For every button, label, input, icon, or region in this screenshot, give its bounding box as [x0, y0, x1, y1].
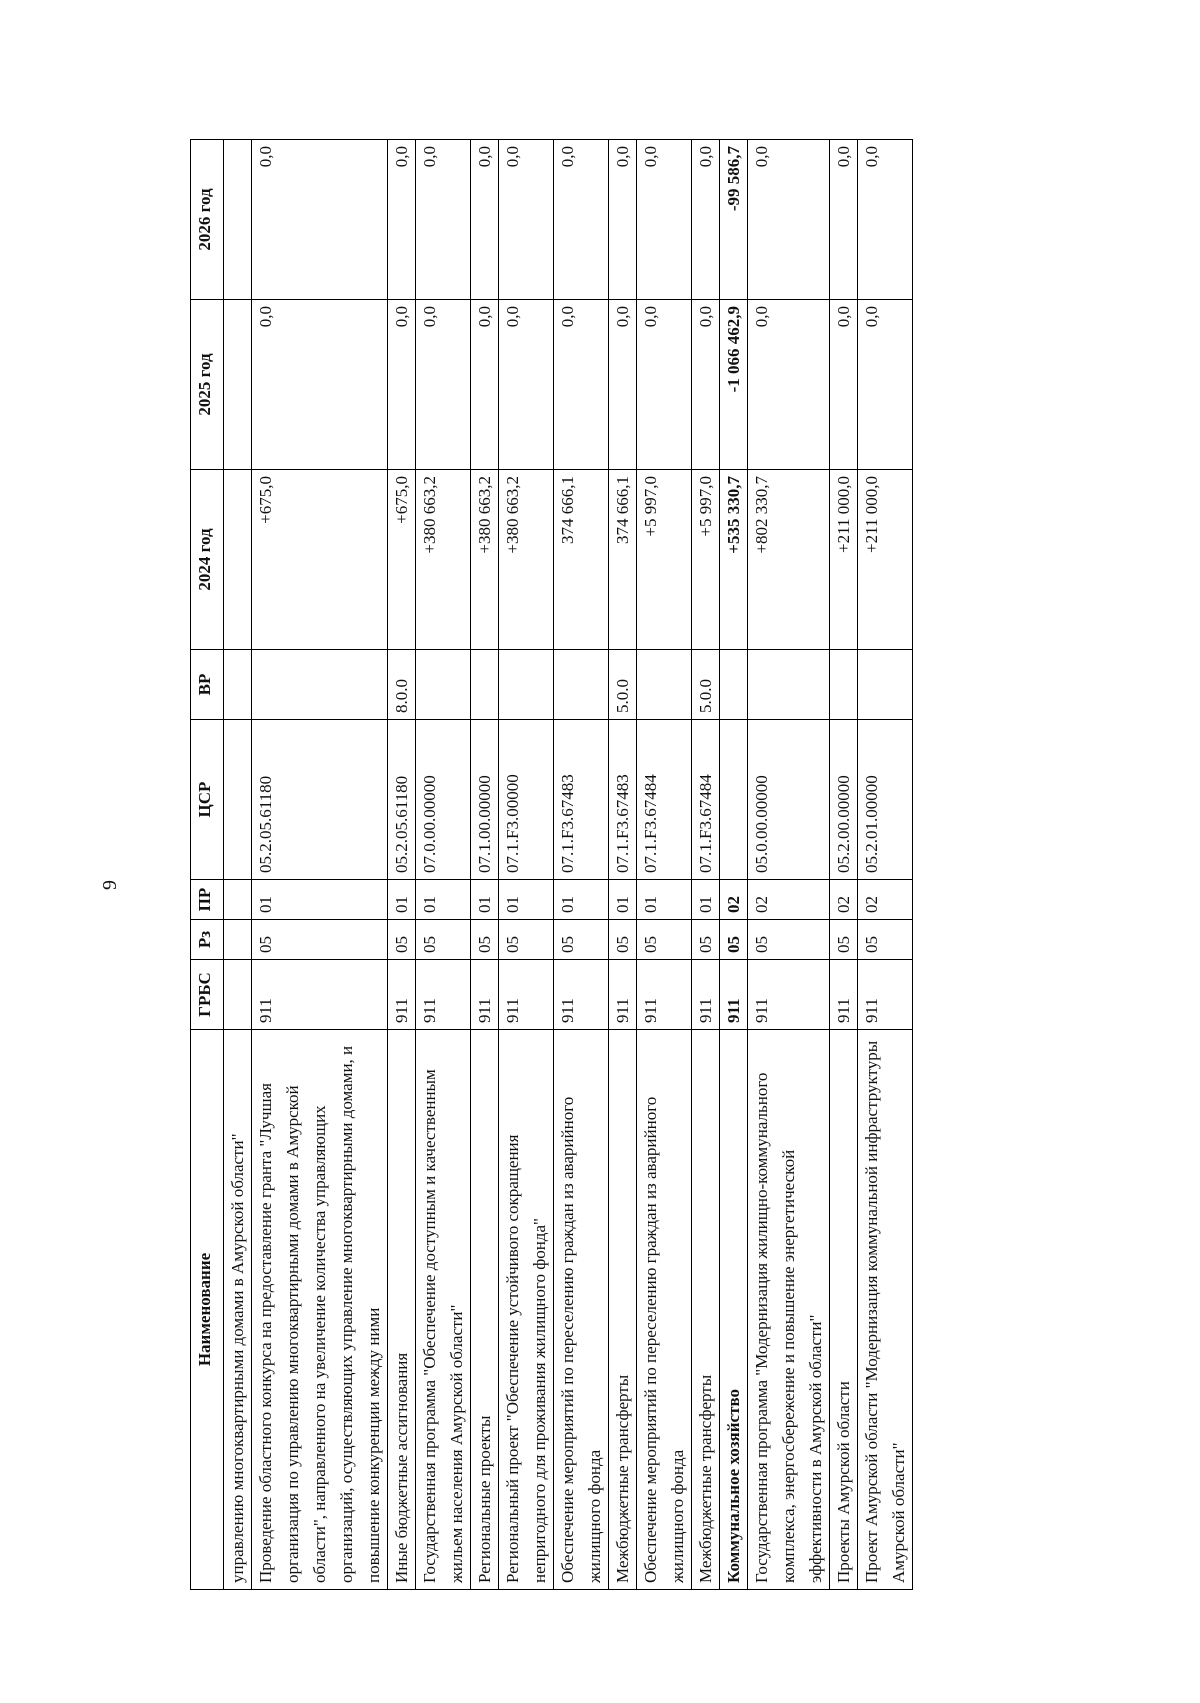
cell-2025: 0,0 — [471, 300, 499, 470]
cell-vr — [224, 650, 252, 720]
cell-2026: 0,0 — [748, 140, 830, 300]
cell-rz: 05 — [252, 920, 388, 960]
budget-table — [190, 139, 913, 1590]
cell-2025: 0,0 — [858, 300, 913, 470]
cell-name: Проект Амурской области "Модернизация коммунальной инфраструктуры Амурской области" — [858, 1030, 913, 1590]
cell-name: Проекты Амурской области — [830, 1030, 858, 1590]
cell-vr — [830, 650, 858, 720]
header-2025: 2025 год — [191, 300, 224, 470]
cell-pr: 01 — [554, 880, 609, 920]
cell-2026 — [224, 140, 252, 300]
cell-csr: 05.2.05.61180 — [388, 720, 416, 880]
table-row — [388, 140, 416, 1590]
cell-vr: 5.0.0 — [609, 650, 637, 720]
cell-2025: 0,0 — [499, 300, 554, 470]
cell-2026: 0,0 — [252, 140, 388, 300]
header-name: Наименование — [191, 1030, 224, 1590]
cell-2024: +211 000,0 — [830, 470, 858, 650]
cell-2025: 0,0 — [692, 300, 720, 470]
cell-pr: 02 — [748, 880, 830, 920]
cell-2026: 0,0 — [471, 140, 499, 300]
cell-csr: 07.1.F3.00000 — [499, 720, 554, 880]
cell-pr: 01 — [609, 880, 637, 920]
cell-2024: +380 663,2 — [416, 470, 471, 650]
cell-2024: +380 663,2 — [471, 470, 499, 650]
header-2026: 2026 год — [191, 140, 224, 300]
cell-pr: 01 — [388, 880, 416, 920]
cell-rz: 05 — [748, 920, 830, 960]
cell-grbs — [224, 960, 252, 1030]
table-row — [554, 140, 609, 1590]
table-row — [692, 140, 720, 1590]
cell-vr — [637, 650, 692, 720]
cell-2025: 0,0 — [637, 300, 692, 470]
cell-name: Межбюджетные трансферты — [692, 1030, 720, 1590]
cell-vr — [252, 650, 388, 720]
cell-2025: 0,0 — [388, 300, 416, 470]
cell-rz — [224, 920, 252, 960]
cell-rz: 05 — [692, 920, 720, 960]
cell-rz: 05 — [720, 920, 748, 960]
cell-csr: 07.1.F3.67483 — [609, 720, 637, 880]
cell-rz: 05 — [554, 920, 609, 960]
cell-2024: +5 997,0 — [637, 470, 692, 650]
cell-pr: 01 — [692, 880, 720, 920]
cell-csr — [720, 720, 748, 880]
cell-2024 — [224, 470, 252, 650]
cell-vr — [720, 650, 748, 720]
rotated-table-container — [190, 140, 1040, 1590]
cell-csr: 07.0.00.00000 — [416, 720, 471, 880]
table-row — [748, 140, 830, 1590]
table-row — [499, 140, 554, 1590]
cell-rz: 05 — [471, 920, 499, 960]
cell-pr: 01 — [471, 880, 499, 920]
cell-grbs: 911 — [499, 960, 554, 1030]
header-grbs: ГРБС — [191, 960, 224, 1030]
cell-grbs: 911 — [416, 960, 471, 1030]
cell-2024: 374 666,1 — [554, 470, 609, 650]
table-row — [637, 140, 692, 1590]
cell-vr: 5.0.0 — [692, 650, 720, 720]
cell-2026: 0,0 — [554, 140, 609, 300]
cell-2025: 0,0 — [609, 300, 637, 470]
cell-csr: 07.1.F3.67484 — [692, 720, 720, 880]
cell-rz: 05 — [416, 920, 471, 960]
cell-name: Проведение областного конкурса на предоставление гранта "Лучшая организация по управлению многоквартирными домами в Амурской области", направленного на увеличение количества управляющих организаций, осуществляющих управление многоквартирными домами, и повышение конкуренции между ними — [252, 1030, 388, 1590]
cell-rz: 05 — [609, 920, 637, 960]
cell-2026: 0,0 — [609, 140, 637, 300]
cell-name: Иные бюджетные ассигнования — [388, 1030, 416, 1590]
cell-2024: +802 330,7 — [748, 470, 830, 650]
cell-rz: 05 — [388, 920, 416, 960]
cell-name: Обеспечение мероприятий по переселению граждан из аварийного жилищного фонда — [637, 1030, 692, 1590]
table-row — [252, 140, 388, 1590]
cell-name: Государственная программа "Модернизация жилищно-коммунального комплекса, энергосбережение и повышение энергетической эффективности в Амурской области" — [748, 1030, 830, 1590]
cell-2026: 0,0 — [416, 140, 471, 300]
cell-2026: 0,0 — [830, 140, 858, 300]
cell-rz: 05 — [637, 920, 692, 960]
cell-vr: 8.0.0 — [388, 650, 416, 720]
cell-name: Региональные проекты — [471, 1030, 499, 1590]
header-pr: ПР — [191, 880, 224, 920]
cell-vr — [748, 650, 830, 720]
table-row — [609, 140, 637, 1590]
cell-pr — [224, 880, 252, 920]
cell-grbs: 911 — [830, 960, 858, 1030]
table-row — [471, 140, 499, 1590]
cell-grbs: 911 — [720, 960, 748, 1030]
cell-2025 — [224, 300, 252, 470]
cell-csr: 07.1.F3.67484 — [637, 720, 692, 880]
cell-grbs: 911 — [858, 960, 913, 1030]
cell-vr — [554, 650, 609, 720]
cell-vr — [858, 650, 913, 720]
page-number: 9 — [99, 880, 121, 890]
cell-2026: 0,0 — [637, 140, 692, 300]
cell-pr: 01 — [637, 880, 692, 920]
cell-name: Государственная программа "Обеспечение доступным и качественным жильем населения Амурской области" — [416, 1030, 471, 1590]
table-row — [416, 140, 471, 1590]
table-row — [858, 140, 913, 1590]
cell-name: управлению многоквартирными домами в Амурской области" — [224, 1030, 252, 1590]
header-vr: ВР — [191, 650, 224, 720]
cell-csr: 05.2.01.00000 — [858, 720, 913, 880]
cell-rz: 05 — [858, 920, 913, 960]
cell-2025: 0,0 — [830, 300, 858, 470]
table-row — [224, 140, 252, 1590]
table-row — [720, 140, 748, 1590]
cell-csr: 05.2.05.61180 — [252, 720, 388, 880]
cell-grbs: 911 — [609, 960, 637, 1030]
cell-2025: -1 066 462,9 — [720, 300, 748, 470]
cell-2025: 0,0 — [416, 300, 471, 470]
cell-rz: 05 — [830, 920, 858, 960]
cell-grbs: 911 — [692, 960, 720, 1030]
cell-2026: 0,0 — [692, 140, 720, 300]
header-csr: ЦСР — [191, 720, 224, 880]
cell-csr: 07.1.F3.67483 — [554, 720, 609, 880]
header-rz: Рз — [191, 920, 224, 960]
cell-vr — [416, 650, 471, 720]
table-row — [830, 140, 858, 1590]
cell-2024: +675,0 — [388, 470, 416, 650]
cell-pr: 02 — [720, 880, 748, 920]
cell-csr: 05.2.00.00000 — [830, 720, 858, 880]
cell-pr: 02 — [858, 880, 913, 920]
cell-2024: +211 000,0 — [858, 470, 913, 650]
cell-2026: -99 586,7 — [720, 140, 748, 300]
cell-csr — [224, 720, 252, 880]
cell-name: Коммунальное хозяйство — [720, 1030, 748, 1590]
cell-pr: 01 — [499, 880, 554, 920]
cell-name: Межбюджетные трансферты — [609, 1030, 637, 1590]
cell-2024: +5 997,0 — [692, 470, 720, 650]
cell-name: Региональный проект "Обеспечение устойчивого сокращения непригодного для проживания жилищного фонда" — [499, 1030, 554, 1590]
cell-grbs: 911 — [748, 960, 830, 1030]
cell-rz: 05 — [499, 920, 554, 960]
cell-vr — [499, 650, 554, 720]
cell-2026: 0,0 — [388, 140, 416, 300]
cell-2025: 0,0 — [748, 300, 830, 470]
cell-grbs: 911 — [554, 960, 609, 1030]
cell-vr — [471, 650, 499, 720]
table-header-row — [191, 140, 224, 1590]
cell-pr: 02 — [830, 880, 858, 920]
cell-2026: 0,0 — [499, 140, 554, 300]
cell-2026: 0,0 — [858, 140, 913, 300]
cell-2024: 374 666,1 — [609, 470, 637, 650]
table-body — [224, 140, 913, 1590]
cell-2024: +380 663,2 — [499, 470, 554, 650]
cell-2025: 0,0 — [554, 300, 609, 470]
cell-pr: 01 — [252, 880, 388, 920]
cell-csr: 05.0.00.00000 — [748, 720, 830, 880]
header-2024: 2024 год — [191, 470, 224, 650]
cell-grbs: 911 — [252, 960, 388, 1030]
cell-2024: +675,0 — [252, 470, 388, 650]
cell-grbs: 911 — [471, 960, 499, 1030]
cell-csr: 07.1.00.00000 — [471, 720, 499, 880]
cell-grbs: 911 — [637, 960, 692, 1030]
cell-grbs: 911 — [388, 960, 416, 1030]
cell-pr: 01 — [416, 880, 471, 920]
cell-name: Обеспечение мероприятий по переселению граждан из аварийного жилищного фонда — [554, 1030, 609, 1590]
cell-2024: +535 330,7 — [720, 470, 748, 650]
cell-2025: 0,0 — [252, 300, 388, 470]
